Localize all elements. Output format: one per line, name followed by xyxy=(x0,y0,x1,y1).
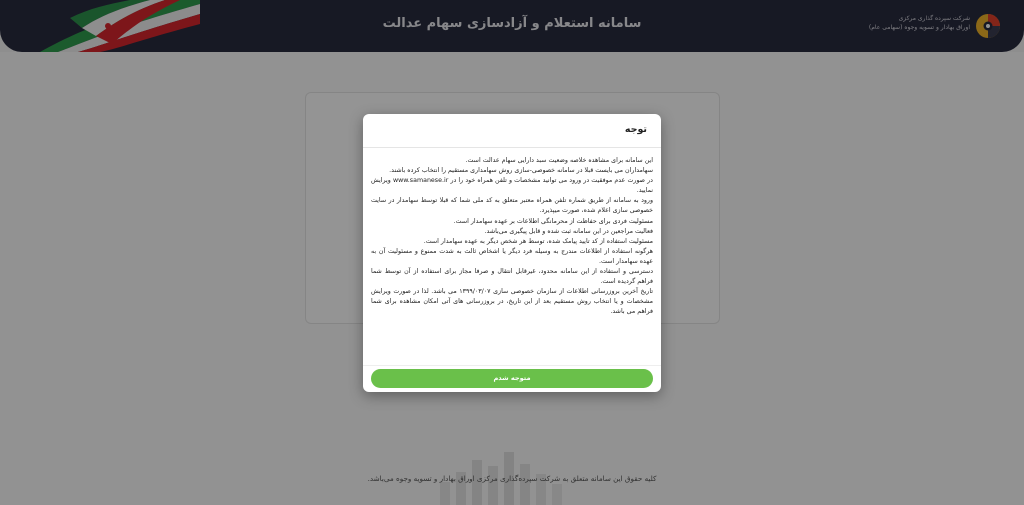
footer-copyright: کلیه حقوق این سامانه متعلق به شرکت سپرده‌گذاری مرکزی اوراق بهادار و تسویه وجوه می‌باشد. xyxy=(367,474,657,483)
modal-divider xyxy=(363,147,661,148)
notice-paragraph: مسئولیت فردی برای حفاظت از محرمانگی اطلاعات بر عهده سهامدار است. xyxy=(453,217,653,225)
notice-paragraph: سهامداران می بایست قبلا در سامانه خصوصی-سازی روش سهامداری مستقیم را انتخاب کرده باشند. xyxy=(389,167,653,175)
acknowledge-button[interactable]: متوجه شدم xyxy=(371,369,653,388)
logo-line-1: شرکت سپرده گذاری مرکزی xyxy=(898,15,970,22)
notice-paragraph: مسئولیت استفاده از کد تایید پیامک شده، توسط هر شخص دیگر به عهده سهامدار است. xyxy=(423,237,653,245)
notice-paragraph: در صورت عدم موفقیت در ورود می توانید مشخصات و تلفن همراه خود را در www.samanese.ir ویرایش نمایید. xyxy=(371,177,653,195)
page-title: سامانه استعلام و آزادسازی سهام عدالت xyxy=(382,16,642,31)
notice-paragraph: این سامانه برای مشاهده خلاصه وضعیت سبد دارایی سهام عدالت است. xyxy=(465,157,653,164)
notice-paragraph: تاریخ آخرین بروزرسانی اطلاعات از سازمان خصوصی سازی ۱۳۹۹/۰۳/۰۷ می باشد. لذا در صورت ویرایش مشخصات و یا انتخاب روش مستقیم بعد از این تاریخ، در بروزرسانی های آتی امکان مشاهده برای شما فراهم می باشد. xyxy=(371,288,653,316)
notice-paragraph: دسترسی و استفاده از این سامانه محدود، غیرقابل انتقال و صرفا مجاز برای استفاده از آن توسط شما فراهم گردیده است. xyxy=(371,268,653,286)
notice-modal xyxy=(363,114,661,392)
modal-body xyxy=(371,156,653,361)
notice-paragraph: ورود به سامانه از طریق شماره تلفن همراه معتبر متعلق به کد ملی شما که قبلا توسط سهامدار در سایت خصوصی سازی اعلام شده، صورت میپذیرد. xyxy=(371,197,653,215)
modal-footer-divider xyxy=(363,365,661,366)
logo-line-2: اوراق بهادار و تسویه وجوه (سهامی عام) xyxy=(868,24,970,31)
notice-paragraph: هرگونه استفاده از اطلاعات مندرج به وسیله فرد دیگر یا اشخاص ثالث به شدت ممنوع و مسئولیت آن به عهده سهامدار است. xyxy=(371,247,653,265)
notice-paragraph: فعالیت مراجعین در این سامانه ثبت شده و قابل پیگیری می‌باشد. xyxy=(484,227,653,235)
modal-title: توجه xyxy=(624,124,647,135)
